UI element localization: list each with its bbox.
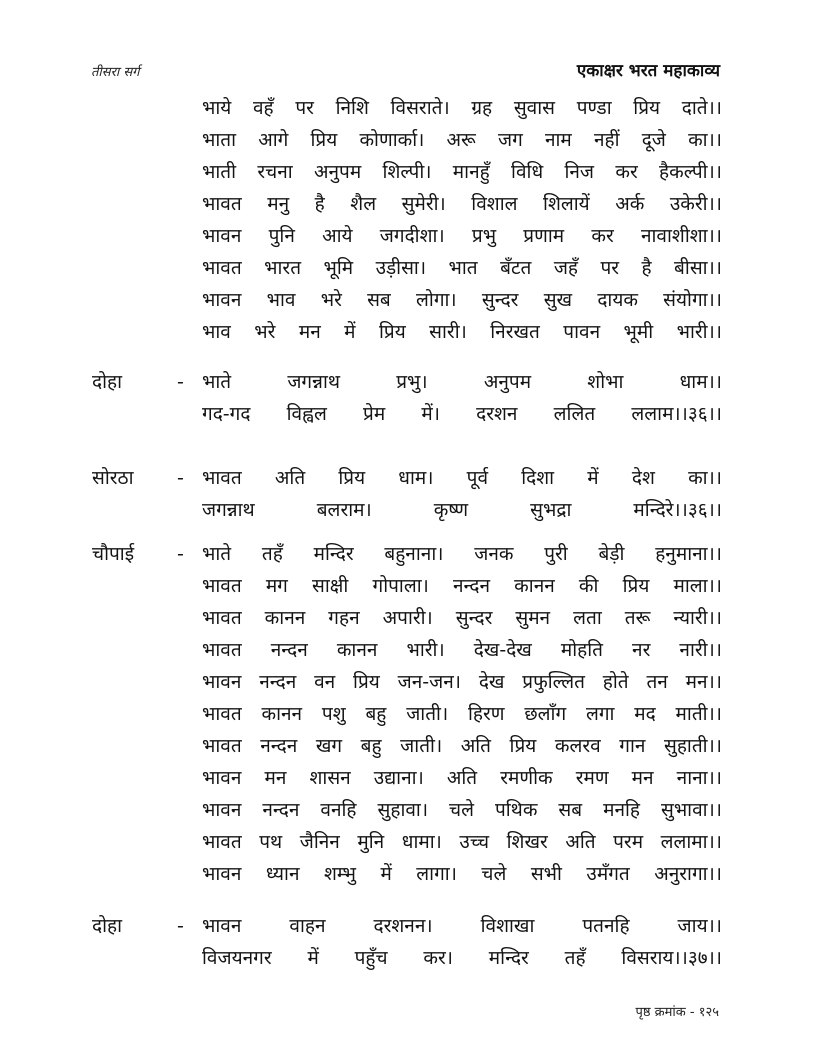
- label-dash: -: [177, 371, 184, 393]
- doha-stanza: [202, 910, 722, 974]
- soratha-stanza: [202, 462, 722, 526]
- chapter-title: तीसरा सर्ग: [91, 65, 140, 80]
- verse-line: भावत भारत भूमि उड़ीसा। भात बँटत जहँ पर है बीसा।।: [202, 257, 722, 279]
- verse-line: भावत कानन गहन अपारी। सुन्दर सुमन लता तरू न्यारी।।: [202, 607, 722, 629]
- doha-label: दोहा: [92, 371, 123, 393]
- verse-line: जगन्नाथ बलराम। कृष्ण सुभद्रा मन्दिरे।।३६।।: [202, 499, 722, 521]
- verse-line: भावन नन्दन वनहि सुहावा। चले पथिक सब मनहि सुभावा।।: [202, 799, 722, 821]
- verse-line: भावन नन्दन वन प्रिय जन-जन। देख प्रफुल्लित होते तन मन।।: [202, 671, 722, 693]
- intro-stanza: [202, 92, 722, 348]
- verse-line: विजयनगर में पहुँच कर। मन्दिर तहँ विसराय।।३७।।: [202, 947, 722, 969]
- verse-line: भावत नन्दन खग बहु जाती। अति प्रिय कलरव गान सुहाती।।: [202, 735, 722, 757]
- verse-line: भावत मग साक्षी गोपाला। नन्दन कानन की प्रिय माला।।: [202, 575, 722, 597]
- verse-line: गद-गद विह्वल प्रेम में। दरशन ललित ललाम।।३६।।: [202, 403, 722, 425]
- verse-line: भाते तहँ मन्दिर बहुनाना। जनक पुरी बेड़ी हनुमाना।।: [202, 543, 722, 565]
- soratha-label: सोरठा: [92, 467, 134, 489]
- chaupai-stanza: [202, 538, 722, 890]
- verse-line: भावत अति प्रिय धाम। पूर्व दिशा में देश का।।: [202, 467, 722, 489]
- label-dash: -: [177, 543, 184, 565]
- verse-line: भाते जगन्नाथ प्रभु। अनुपम शोभा धाम।।: [202, 371, 722, 393]
- verse-line: भावत मनु है शैल सुमेरी। विशाल शिलायें अर्क उकेरी।।: [202, 193, 722, 215]
- label-dash: -: [177, 915, 184, 937]
- verse-line: भावन पुनि आये जगदीशा। प्रभु प्रणाम कर नावाशीशा।।: [202, 225, 722, 247]
- verse-line: भाता आगे प्रिय कोणार्का। अरू जग नाम नहीं दूजे का।।: [202, 129, 722, 151]
- verse-line: भावन भाव भरे सब लोगा। सुन्दर सुख दायक संयोगा।।: [202, 289, 722, 311]
- verse-line: भाये वहँ पर निशि विसराते। ग्रह सुवास पण्डा प्रिय दाते।।: [202, 97, 722, 119]
- label-dash: -: [177, 467, 184, 489]
- verse-line: भावन मन शासन उद्याना। अति रमणीक रमण मन नाना।।: [202, 767, 722, 789]
- verse-line: भावन वाहन दरशनन। विशाखा पतनहि जाय।।: [202, 915, 722, 937]
- doha-label: दोहा: [92, 915, 123, 937]
- verse-line: भावत कानन पशु बहु जाती। हिरण छलाँग लगा मद माती।।: [202, 703, 722, 725]
- verse-line: भाती रचना अनुपम शिल्पी। मानहुँ विधि निज कर हैकल्पी।।: [202, 161, 722, 183]
- chaupai-label: चौपाई: [92, 543, 135, 565]
- verse-line: भाव भरे मन में प्रिय सारी। निरखत पावन भूमी भारी।।: [202, 321, 722, 343]
- verse-line: भावन ध्यान शम्भु में लागा। चले सभी उमँगत अनुरागा।।: [202, 863, 722, 885]
- book-title: एकाक्षर भरत महाकाव्य: [576, 61, 720, 81]
- doha-stanza: [202, 366, 722, 430]
- page-number: पृष्ठ क्रमांक - १२५: [635, 1005, 719, 1020]
- verse-line: भावत नन्दन कानन भारी। देख-देख मोहति नर नारी।।: [202, 639, 722, 661]
- verse-line: भावत पथ जैनिन मुनि धामा। उच्च शिखर अति परम ललामा।।: [202, 831, 722, 853]
